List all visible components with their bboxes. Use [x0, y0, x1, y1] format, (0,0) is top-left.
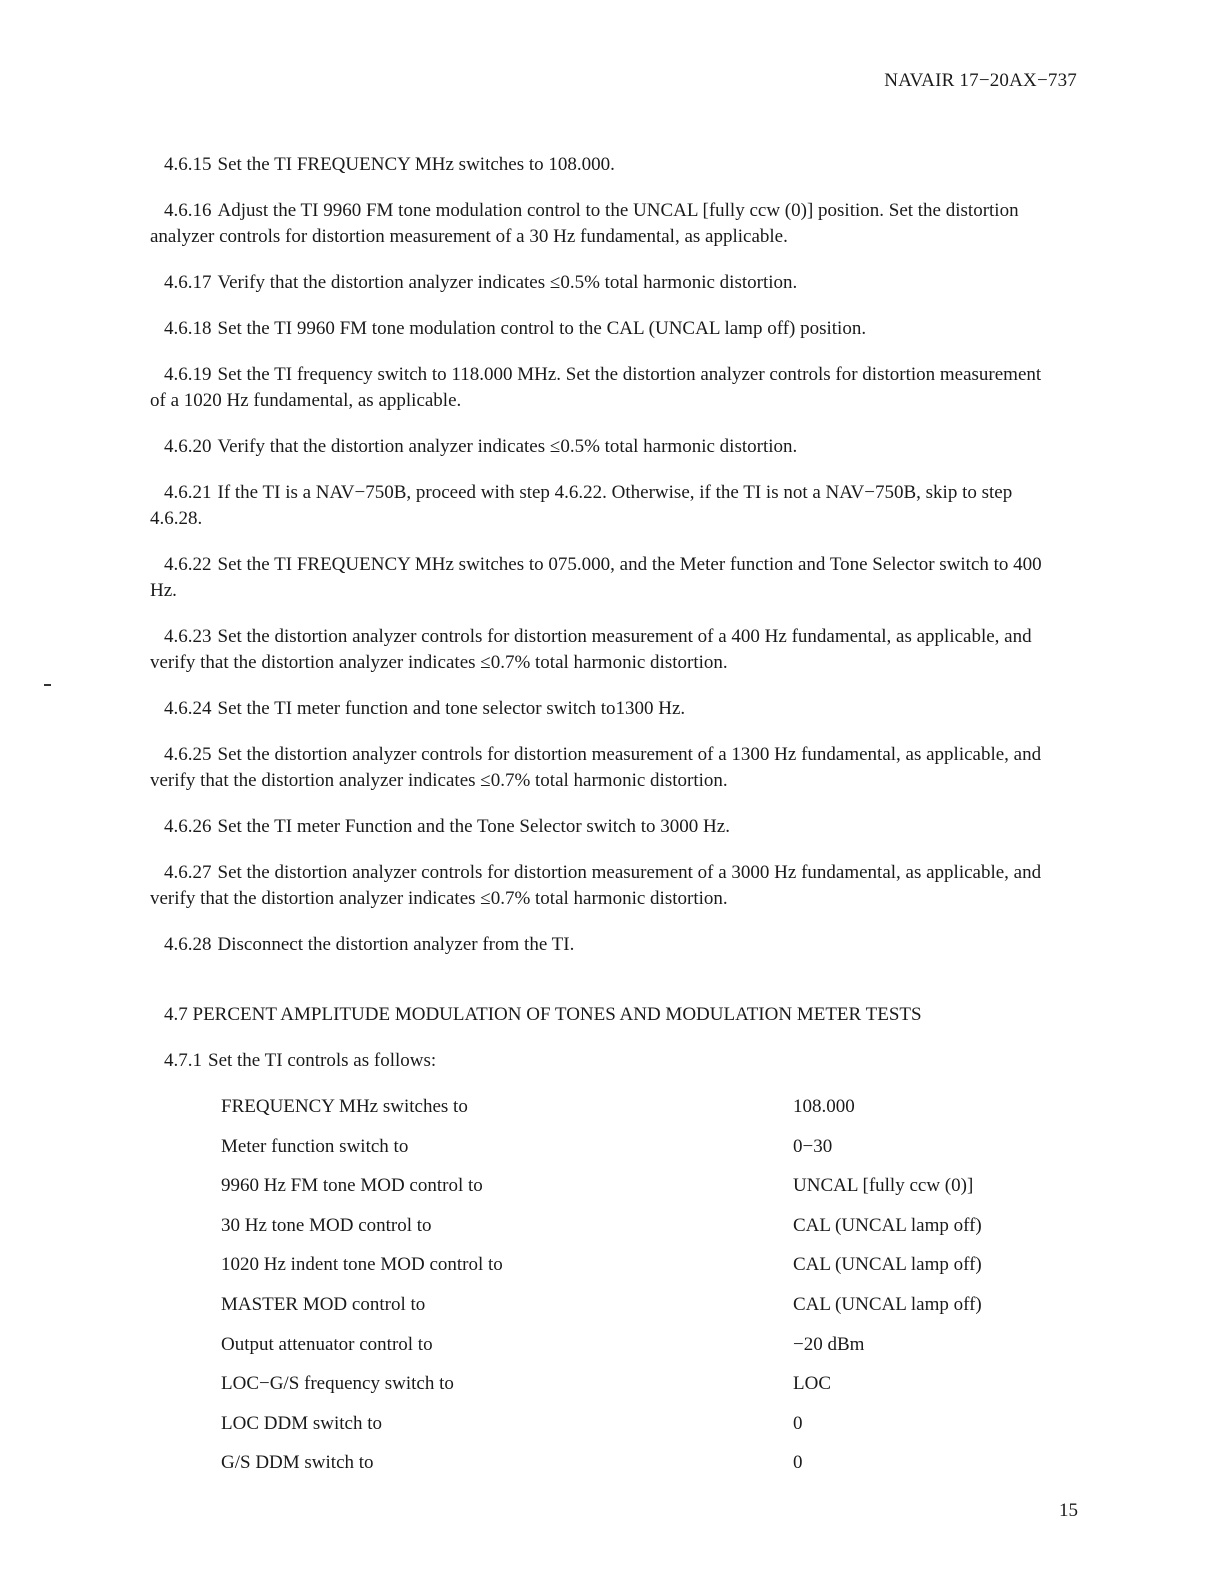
step-number: 4.6.15 [164, 154, 212, 175]
settings-row [221, 1450, 1051, 1490]
setting-label: 1020 Hz indent tone MOD control to [221, 1254, 503, 1276]
setting-value: LOC [793, 1373, 831, 1395]
setting-label: MASTER MOD control to [221, 1293, 426, 1315]
section-heading [150, 1002, 1050, 1028]
step-number: 4.6.18 [164, 318, 212, 339]
setting-value: −20 dBm [793, 1333, 865, 1355]
setting-label: LOC−G/S frequency switch to [221, 1373, 454, 1395]
setting-label: FREQUENCY MHz switches to [221, 1096, 468, 1117]
step-text: Set the distortion analyzer controls for distortion measurement of a 3000 Hz fundamental, as applicable, and verify that the distortion analyzer indicates ≤0.7% total harmonic distortion. [150, 862, 1042, 909]
paragraph-4-6-16 [150, 198, 1050, 250]
paragraph-4-6-22 [150, 552, 1050, 604]
setting-value: 108.000 [793, 1096, 855, 1117]
step-text: Verify that the distortion analyzer indicates ≤0.5% total harmonic distortion. [217, 436, 798, 457]
paragraph-4-6-21 [150, 480, 1050, 532]
settings-row [221, 1213, 1051, 1253]
step-text: Set the TI meter Function and the Tone Selector switch to 3000 Hz. [217, 816, 730, 837]
setting-label: 30 Hz tone MOD control to [221, 1214, 432, 1236]
settings-row [221, 1292, 1051, 1332]
step-text: Set the TI meter function and tone selector switch to1300 Hz. [217, 698, 686, 719]
paragraph-4-6-15 [150, 152, 1050, 178]
paragraph-4-6-24 [150, 696, 1050, 722]
step-text: If the TI is a NAV−750B, proceed with step 4.6.22. Otherwise, if the TI is not a NAV−750B, skip to step 4.6.28. [150, 482, 1013, 529]
paragraph-4-7-1 [150, 1048, 1050, 1074]
step-text: Set the TI FREQUENCY MHz switches to 075.000, and the Meter function and Tone Selector switch to 400 Hz. [150, 554, 1042, 601]
settings-row [221, 1094, 1051, 1134]
settings-row [221, 1173, 1051, 1213]
step-text: Adjust the TI 9960 FM tone modulation control to the UNCAL [fully ccw (0)] position. Set the distortion analyzer controls for distortion measurement of a 30 Hz fundamental, as applicable. [150, 200, 1019, 247]
setting-value: UNCAL [fully ccw (0)] [793, 1175, 974, 1197]
step-number: 4.6.26 [164, 816, 212, 837]
settings-row [221, 1134, 1051, 1174]
paragraph-4-6-20 [150, 434, 1050, 460]
step-number: 4.6.27 [164, 862, 212, 883]
paragraph-4-6-27 [150, 860, 1050, 912]
step-number: 4.6.22 [164, 554, 212, 575]
section-title: PERCENT AMPLITUDE MODULATION OF TONES AND MODULATION METER TESTS [192, 1004, 922, 1025]
settings-row [221, 1332, 1051, 1372]
section-number: 4.7 [164, 1004, 188, 1025]
paragraph-4-6-23 [150, 624, 1050, 676]
step-text: Set the TI controls as follows: [208, 1050, 437, 1071]
paragraph-4-6-19 [150, 362, 1050, 414]
margin-mark [44, 684, 51, 686]
paragraph-4-6-18 [150, 316, 1050, 342]
settings-row [221, 1411, 1051, 1451]
step-text: Set the distortion analyzer controls for distortion measurement of a 400 Hz fundamental, as applicable, and verify that the distortion analyzer indicates ≤0.7% total harmonic distortion. [150, 626, 1032, 673]
settings-row [221, 1371, 1051, 1411]
paragraph-4-6-28 [150, 932, 1050, 958]
setting-label: Meter function switch to [221, 1135, 409, 1157]
paragraph-4-6-26 [150, 814, 1050, 840]
setting-label: 9960 Hz FM tone MOD control to [221, 1175, 483, 1197]
step-text: Set the TI FREQUENCY MHz switches to 108.000. [217, 154, 615, 175]
settings-row [221, 1252, 1051, 1292]
setting-label: LOC DDM switch to [221, 1412, 382, 1434]
step-text: Verify that the distortion analyzer indicates ≤0.5% total harmonic distortion. [217, 272, 798, 293]
step-number: 4.6.19 [164, 364, 212, 385]
step-number: 4.6.20 [164, 436, 212, 457]
setting-value: CAL (UNCAL lamp off) [793, 1214, 982, 1236]
document-id-header: NAVAIR 17−20AX−737 [884, 70, 1077, 91]
page-number: 15 [1059, 1500, 1078, 1521]
setting-label: Output attenuator control to [221, 1333, 433, 1355]
step-text: Set the TI frequency switch to 118.000 MHz. Set the distortion analyzer controls for distortion measurement of a 1020 Hz fundamental, as applicable. [150, 364, 1042, 411]
setting-value: CAL (UNCAL lamp off) [793, 1254, 982, 1276]
setting-value: 0−30 [793, 1135, 833, 1157]
paragraph-4-6-17 [150, 270, 1050, 296]
step-number: 4.6.17 [164, 272, 212, 293]
step-number: 4.6.21 [164, 482, 212, 503]
step-text: Set the distortion analyzer controls for distortion measurement of a 1300 Hz fundamental, as applicable, and verify that the distortion analyzer indicates ≤0.7% total harmonic distortion. [150, 744, 1042, 791]
paragraph-4-6-25 [150, 742, 1050, 794]
step-number: 4.6.24 [164, 698, 212, 719]
controls-settings-table [221, 1094, 1051, 1490]
step-number: 4.6.16 [164, 200, 212, 221]
setting-label: G/S DDM switch to [221, 1452, 374, 1474]
step-number: 4.7.1 [164, 1050, 202, 1071]
step-text: Disconnect the distortion analyzer from the TI. [217, 934, 575, 955]
setting-value: CAL (UNCAL lamp off) [793, 1293, 982, 1315]
step-number: 4.6.28 [164, 934, 212, 955]
setting-value: 0 [793, 1452, 803, 1474]
step-text: Set the TI 9960 FM tone modulation control to the CAL (UNCAL lamp off) position. [217, 318, 867, 339]
page-body [150, 152, 1050, 1490]
setting-value: 0 [793, 1412, 803, 1434]
step-number: 4.6.23 [164, 626, 212, 647]
step-number: 4.6.25 [164, 744, 212, 765]
